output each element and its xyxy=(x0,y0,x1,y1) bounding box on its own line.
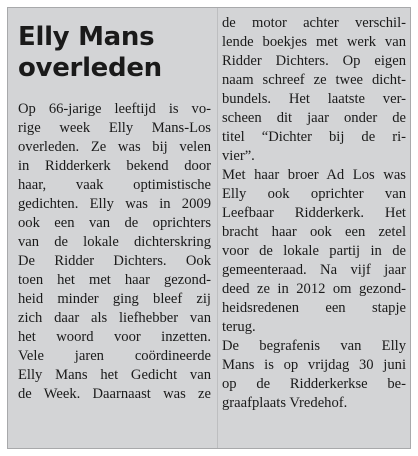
text-line: zich daar als liefhebber van xyxy=(18,310,211,326)
text-line: toen het met haar gezond- xyxy=(18,272,211,288)
text-line: rige week Elly Mans-Los xyxy=(18,120,211,136)
text-line: De Ridder Dichters. Ook xyxy=(18,253,211,269)
text-line: scheen dit jaar onder de xyxy=(222,110,406,126)
text-line: overleden. Ze was bij velen xyxy=(18,139,211,155)
text-line: Elly ook oprichter van xyxy=(222,186,406,202)
column-divider xyxy=(217,8,218,448)
text-line: Leefbaar Ridderkerk. Het xyxy=(222,205,406,221)
text-line: gemeenteraad. Na vijf jaar xyxy=(222,262,406,278)
text-line: Op 66-jarige leeftijd is vo- xyxy=(18,101,211,117)
text-line: Elly Mans het Gedicht van xyxy=(18,367,211,383)
text-line: haar, vaak optimistische xyxy=(18,177,211,193)
right-column xyxy=(222,8,406,413)
newspaper-clipping xyxy=(7,7,411,449)
left-column xyxy=(18,8,211,404)
text-line: graafplaats Vredehof. xyxy=(222,395,348,411)
text-line: de motor achter verschil- xyxy=(222,15,406,31)
text-line: heidsredenen een stapje xyxy=(222,300,406,316)
left-column-text xyxy=(18,100,211,404)
text-line: bundels. Het laatste ver- xyxy=(222,91,406,107)
text-line: De begrafenis van Elly xyxy=(222,338,406,354)
text-line: van de lokale dichterskring xyxy=(18,234,211,250)
text-line: heid minder ging bleef zij xyxy=(18,291,211,307)
text-line: in Ridderkerk bekend door xyxy=(18,158,211,174)
text-line: ook een van de oprichters xyxy=(18,215,211,231)
text-line: Vele jaren coördineerde xyxy=(18,348,211,364)
text-line: de Week. Daarnaast was ze xyxy=(18,386,211,402)
text-line: vier”. xyxy=(222,148,255,164)
text-line: Met haar broer Ad Los was xyxy=(222,167,406,183)
text-line: Mans is op vrijdag 30 juni xyxy=(222,357,406,373)
text-line: Ridder Dichters. Op eigen xyxy=(222,53,406,69)
text-line: gedichten. Elly was in 2009 xyxy=(18,196,211,212)
text-line: titel “Dichter bij de ri- xyxy=(222,129,406,145)
headline: Elly Mans overleden xyxy=(18,22,162,83)
text-line: op de Ridderkerkse be- xyxy=(222,376,406,392)
text-line: het woord voor inzetten. xyxy=(18,329,211,345)
text-line: naam schreef ze twee dicht- xyxy=(222,72,406,88)
text-line: deed ze in 2012 om gezond- xyxy=(222,281,406,297)
text-line: bracht haar ook een zetel xyxy=(222,224,406,240)
text-line: lende boekjes met werk van xyxy=(222,34,406,50)
text-line: terug. xyxy=(222,319,256,335)
right-column-text xyxy=(222,14,406,413)
text-line: voor de lokale partij in de xyxy=(222,243,406,259)
